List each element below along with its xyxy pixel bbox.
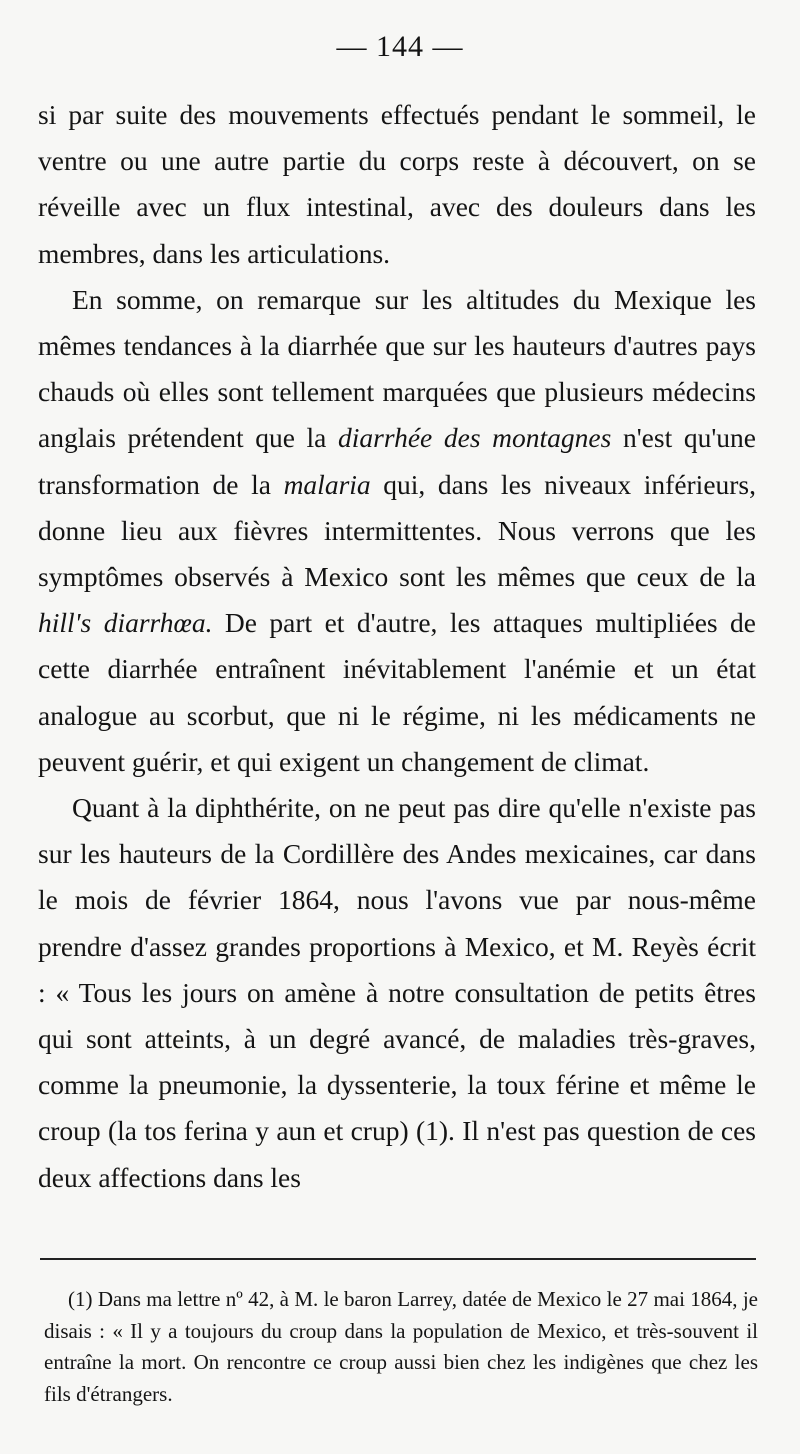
- paragraph-2-part-d: De part et d'autre, les attaques multipliées de cette diarrhée entraînent inévitablement l'anémie et un état analogue au scorbut, que ni le régime, ni les médicaments ne peuvent guérir, et qui exigent un changement de climat.: [38, 607, 756, 777]
- paragraph-3: Quant à la diphthérite, on ne peut pas dire qu'elle n'existe pas sur les hauteurs de la Cordillère des Andes mexicaines, car dans le mois de février 1864, nous l'avons vue par nous-même prendre d'assez grandes proportions à Mexico, et M. Reyès écrit : « Tous les jours on amène à notre consultation de petits êtres qui sont atteints, à un degré avancé, de maladies très-graves, comme la pneumonie, la dyssenterie, la toux férine et même le croup (la tos ferina y aun et crup) (1). Il n'est pas question de ces deux affections dans les: [38, 792, 756, 1193]
- italic-diarrhee-des-montagnes: diarrhée des montagnes: [338, 422, 612, 454]
- footnote-text: (1) Dans ma lettre nº 42, à M. le baron Larrey, datée de Mexico le 27 mai 1864, je disais : « Il y a toujours du croup dans la population de Mexico, et très-souvent il entraîne la mort. On rencontre ce croup aussi bien chez les indigènes que chez les fils d'étrangers.: [44, 1287, 758, 1406]
- paragraph-1: si par suite des mouvements effectués pendant le sommeil, le ventre ou une autre partie du corps reste à découvert, on se réveille avec un flux intestinal, avec des douleurs dans les membres, dans les articulations.: [38, 99, 756, 269]
- paragraph-2-part-c: qui, dans les niveaux inférieurs, donne lieu aux fièvres intermittentes. Nous verrons que les symptômes observés à Mexico sont les mêmes que ceux de la: [38, 468, 757, 593]
- paragraph-2-part-a: En somme, on remarque sur les altitudes du Mexique les mêmes tendances à la diarrhée que sur les hauteurs d'autres pays chauds où elles sont tellement marquées que plusieurs médecins anglais prétendent que la: [38, 283, 756, 454]
- italic-malaria: malaria: [283, 468, 371, 500]
- footnote: [44, 1284, 758, 1410]
- italic-hills-diarrhoea: hill's diarrhœa.: [38, 607, 213, 639]
- footnote-divider: [40, 1258, 756, 1260]
- paragraph-2-part-b: n'est qu'une transformation de la: [38, 422, 756, 500]
- paragraph-2: [38, 277, 756, 785]
- page-number: — 144 —: [336, 30, 464, 63]
- main-text: [38, 92, 756, 1201]
